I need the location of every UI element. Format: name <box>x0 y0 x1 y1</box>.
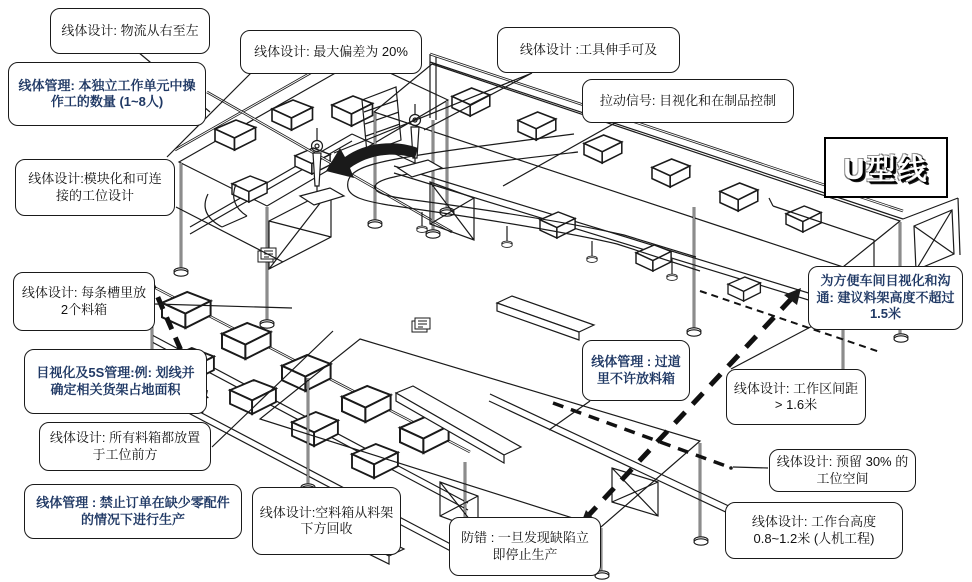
callout-empty-bins-return: 线体设计:空料箱从料架下方回收 <box>252 487 401 555</box>
callout-no-bins-in-aisle: 线体管理 : 过道里不许放料箱 <box>582 340 690 401</box>
callout-5s-floor-marking: 目视化及5S管理:例: 划线并确定相关货架占地面积 <box>24 349 207 414</box>
callout-tools-within-reach: 线体设计 :工具伸手可及 <box>497 27 680 73</box>
callout-no-missing-parts: 线体管理 : 禁止订单在缺少零配件的情况下进行生产 <box>24 484 242 539</box>
callout-pull-signal: 拉动信号: 目视化和在制品控制 <box>582 79 794 123</box>
callout-two-bins-per-slot: 线体设计: 每条槽里放2个料箱 <box>13 272 155 331</box>
rack-upper-left <box>174 46 454 328</box>
u-line-title: U型线 <box>824 137 948 198</box>
callout-operators-count: 线体管理: 本独立工作单元中操作工的数量 (1~8人) <box>8 62 206 126</box>
callout-bench-height: 线体设计: 工作台高度 0.8~1.2米 (人机工程) <box>725 502 903 559</box>
callout-rack-height-limit: 为方便车间目视化和沟通: 建议料架高度不超过1.5米 <box>808 266 963 330</box>
callout-work-zone-spacing: 线体设计: 工作区间距 > 1.6米 <box>726 369 866 425</box>
callout-max-deviation: 线体设计: 最大偏差为 20% <box>240 30 422 74</box>
callout-bins-in-front: 线体设计: 所有料箱都放置于工位前方 <box>39 422 211 471</box>
callout-reserve-30-percent: 线体设计: 预留 30% 的工位空间 <box>769 449 916 492</box>
callout-modular-stations: 线体设计:模块化和可连接的工位设计 <box>15 159 175 216</box>
flow-arrow-icon <box>326 143 418 178</box>
callout-flow-right-to-left: 线体设计: 物流从右至左 <box>50 8 210 54</box>
callout-stop-on-defect: 防错 : 一旦发现缺陷立即停止生产 <box>449 517 601 576</box>
